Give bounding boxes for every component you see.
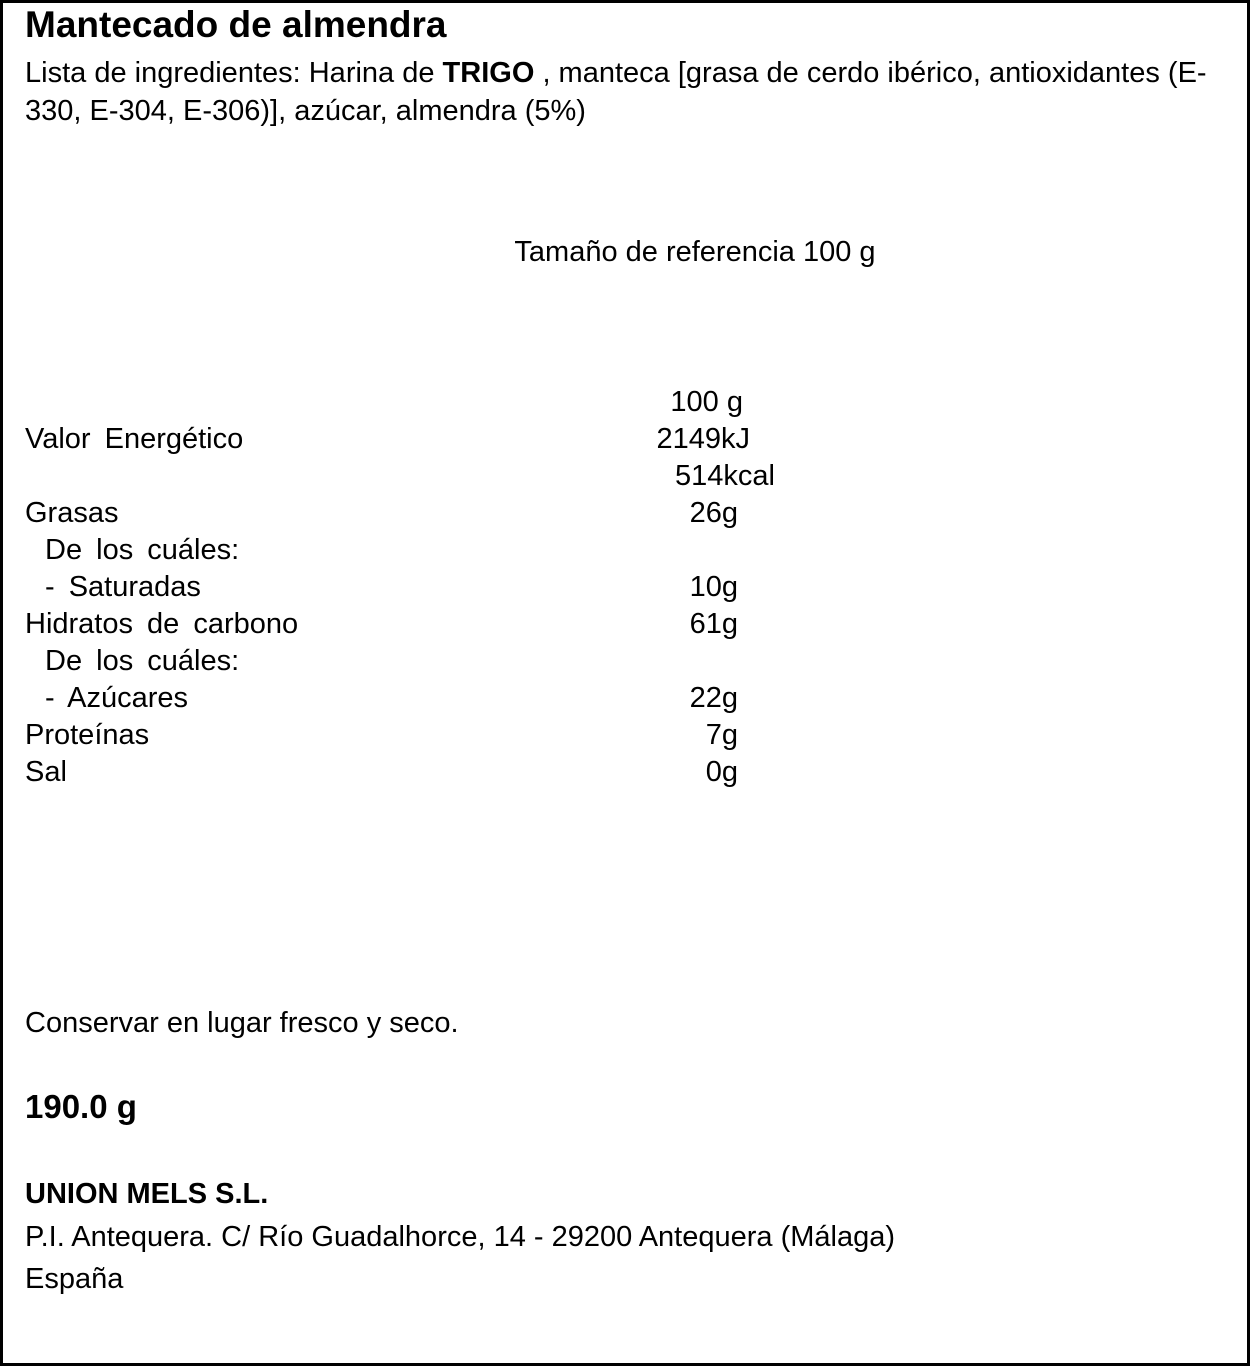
manufacturer-country: España [25, 1263, 124, 1295]
allergen-highlight: TRIGO [442, 57, 535, 89]
value-carbohydrates: 61g [689, 608, 738, 640]
ingredients-prefix: Lista de ingredientes: Harina de [25, 57, 443, 89]
manufacturer-address: P.I. Antequera. C/ Río Guadalhorce, 14 - 29200 Antequera (Málaga) [25, 1221, 896, 1253]
column-header: 100 g [670, 386, 743, 418]
reference-size: Tamaño de referencia 100 g [514, 236, 876, 268]
storage-instructions: Conservar en lugar fresco y seco. [25, 1007, 459, 1039]
label-energy: Valor Energético [25, 423, 244, 455]
label-carbohydrates: Hidratos de carbono [25, 608, 299, 640]
label-of-which-1: De los cuáles: [45, 534, 240, 566]
ingredients-suffix: , manteca [grasa de cerdo ibérico, antioxidantes (E-330, E-304, E-306)], azúcar, almendra (5%) [25, 57, 1207, 127]
label-sugars: - Azúcares [45, 682, 188, 714]
value-energy-kj: 2149kJ [656, 423, 750, 455]
value-energy-kcal: 514kcal [675, 460, 775, 492]
value-saturated: 10g [689, 571, 738, 603]
value-sugars: 22g [689, 682, 738, 714]
value-protein: 7g [705, 719, 738, 751]
value-fat: 26g [689, 497, 738, 529]
label-fat: Grasas [25, 497, 119, 529]
product-title: Mantecado de almendra [25, 4, 447, 45]
net-weight: 190.0 g [25, 1088, 137, 1125]
manufacturer-name: UNION MELS S.L. [25, 1178, 269, 1210]
label-saturated: - Saturadas [45, 571, 201, 603]
label-of-which-2: De los cuáles: [45, 645, 240, 677]
ingredients-list [25, 54, 1215, 130]
label-protein: Proteínas [25, 719, 150, 751]
value-salt: 0g [705, 756, 738, 788]
label-salt: Sal [25, 756, 67, 788]
